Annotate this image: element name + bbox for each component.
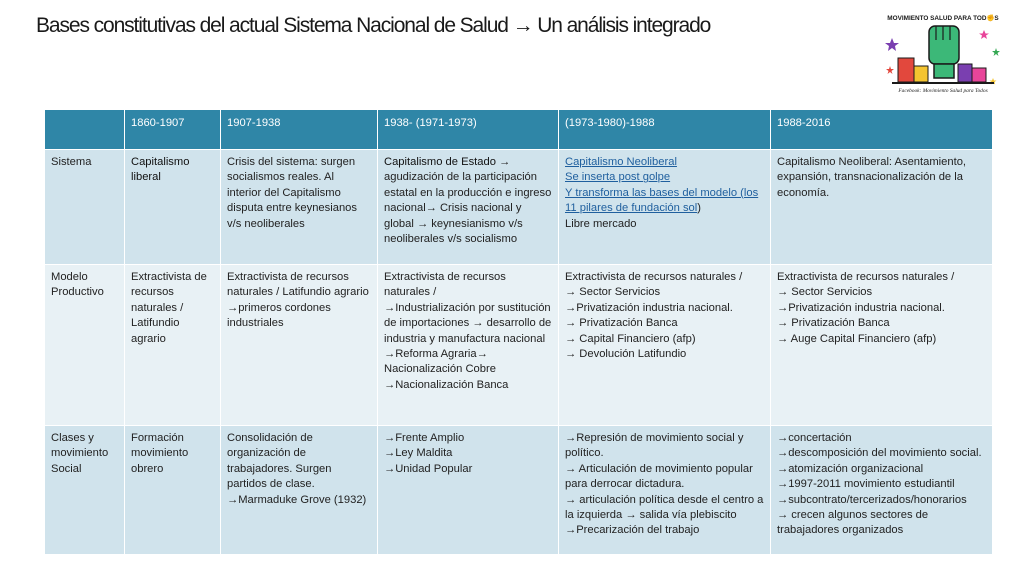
cell-line: →Frente Amplio [384, 432, 465, 444]
cell-clases-1973 [559, 426, 771, 555]
cell-text: ) [697, 202, 702, 215]
cell-line: Extractivista de recursos naturales / [777, 271, 955, 283]
cell-line: → Auge Capital Financiero (afp) [777, 332, 937, 345]
table-row-modelo-productivo [45, 265, 993, 426]
header-period-1: 1860-1907 [125, 110, 221, 150]
cell-line: →concertación [777, 432, 852, 444]
cell-clases-1988 [771, 426, 993, 555]
timeline-table [44, 109, 993, 555]
cell-text: Libre mercado [565, 217, 637, 230]
cell-line: →Precarización del trabajo [565, 524, 700, 537]
cell-line: → Devolución Latifundio [565, 348, 687, 361]
cell-line: →atomización organizacional [777, 462, 924, 475]
cell-sistema-1860 [125, 150, 221, 265]
cell-line: → crecen algunos sectores de trabajadores organizados [777, 509, 929, 537]
cell-line: → Privatización Banca [777, 317, 890, 330]
cell-line: →Reforma Agraria→ Nacionalización Cobre [384, 348, 496, 376]
cell-clases-1907 [221, 426, 378, 555]
cell-line: → Articulación de movimiento popular para derrocar dictadura. [565, 462, 753, 491]
table-header-row [45, 110, 993, 150]
cell-line: →descomposición del movimiento social. [777, 447, 982, 460]
star-green-icon [992, 48, 1000, 56]
cell-sistema-1988: Capitalismo Neoliberal: Asentamiento, expansión, transnacionalización de la economía. [771, 150, 993, 265]
cell-line: →Privatización industria nacional. [777, 301, 945, 314]
cell-sistema-1973 [559, 150, 771, 265]
link-transforma-bases[interactable]: Y transforma las bases del modelo (los 11 pilares de fundación sol [565, 186, 759, 215]
star-purple-icon [885, 38, 899, 51]
cell-clases-1938 [378, 426, 559, 555]
row-label: Sistema [45, 150, 125, 265]
cell-line: Extractivista de recursos naturales / [565, 271, 743, 283]
cell-line: →primeros cordones industriales [227, 301, 331, 330]
movimiento-salud-logo [884, 8, 1002, 96]
cell-sistema-1907: Crisis del sistema: surgen socialismos reales. Al interior del Capitalismo disputa entre keynesianos v/s neoliberales [221, 150, 378, 265]
cell-line: → Sector Servicios [777, 286, 873, 299]
cell-line: Extractivista de recursos naturales / Latifundio agrario [227, 271, 369, 299]
cell-sistema-1938 [378, 150, 559, 265]
row-label: Clases y movimiento Social [45, 426, 125, 555]
header-period-4: (1973-1980)-1988 [559, 110, 771, 150]
star-red-icon [886, 66, 894, 74]
logo-bottom-text: Facebook: Movimiento Salud para Todos [898, 88, 988, 94]
link-se-inserta-post-golpe[interactable]: Se inserta post golpe [565, 171, 671, 184]
cell-line: →subcontrato/tercerizados/honorarios [777, 493, 967, 506]
header-period-5: 1988-2016 [771, 110, 993, 150]
cell-line: →Represión de movimiento social y político. [565, 432, 744, 460]
cell-line: Consolidación de organización de trabajadores. Surgen partidos de clase. [227, 432, 332, 491]
header-period-3: 1938- (1971-1973) [378, 110, 559, 150]
cell-line: →Unidad Popular [384, 462, 473, 475]
cell-line: → Privatización Banca [565, 317, 678, 330]
cell-line: →Nacionalización Banca [384, 378, 509, 391]
table-row-sistema [45, 150, 993, 265]
cell-modelo-1938 [378, 265, 559, 426]
cell-text: → agudización de la participación estatal en la producción e ingreso nacional→ Crisis nacional y global → keynesianismo v/s neoliberales v/s socialismo [384, 156, 552, 246]
cell-text-strong: Capitalismo de Estado [384, 156, 496, 168]
cell-line: →Industrialización por sustitución de importaciones → desarrollo de industria y manufactura nacional [384, 301, 552, 345]
header-period-2: 1907-1938 [221, 110, 378, 150]
cell-line: → articulación política desde el centro a la izquierda → salida vía plebiscito [565, 493, 764, 522]
cell-line: →Privatización industria nacional. [565, 301, 733, 314]
cell-line: →Ley Maldita [384, 447, 453, 460]
star-pink-icon [979, 30, 989, 39]
logo-top-text: MOVIMIENTO SALUD PARA TOD✊S [887, 15, 999, 22]
cell-line: → Capital Financiero (afp) [565, 332, 696, 345]
cell-line: →Marmaduke Grove (1932) [227, 493, 367, 506]
header-corner [45, 110, 125, 150]
cell-modelo-1860: Extractivista de recursos naturales / Latifundio agrario [125, 265, 221, 426]
cell-line: → Sector Servicios [565, 286, 661, 299]
row-label: Modelo Productivo [45, 265, 125, 426]
cell-modelo-1907 [221, 265, 378, 426]
cell-clases-1860: Formación movimiento obrero [125, 426, 221, 555]
link-capitalismo-neoliberal[interactable]: Capitalismo Neoliberal [565, 156, 677, 168]
slide-title: Bases constitutivas del actual Sistema Nacional de Salud → Un análisis integrado [36, 14, 711, 37]
table-row-clases-movimiento [45, 426, 993, 555]
cell-modelo-1988 [771, 265, 993, 426]
cell-line: Extractivista de recursos naturales / [384, 271, 506, 299]
cell-modelo-1973 [559, 265, 771, 426]
cell-text: Capitalismo liberal [131, 156, 190, 184]
fist-icon [929, 26, 959, 78]
cell-line: →1997-2011 movimiento estudiantil [777, 478, 955, 491]
